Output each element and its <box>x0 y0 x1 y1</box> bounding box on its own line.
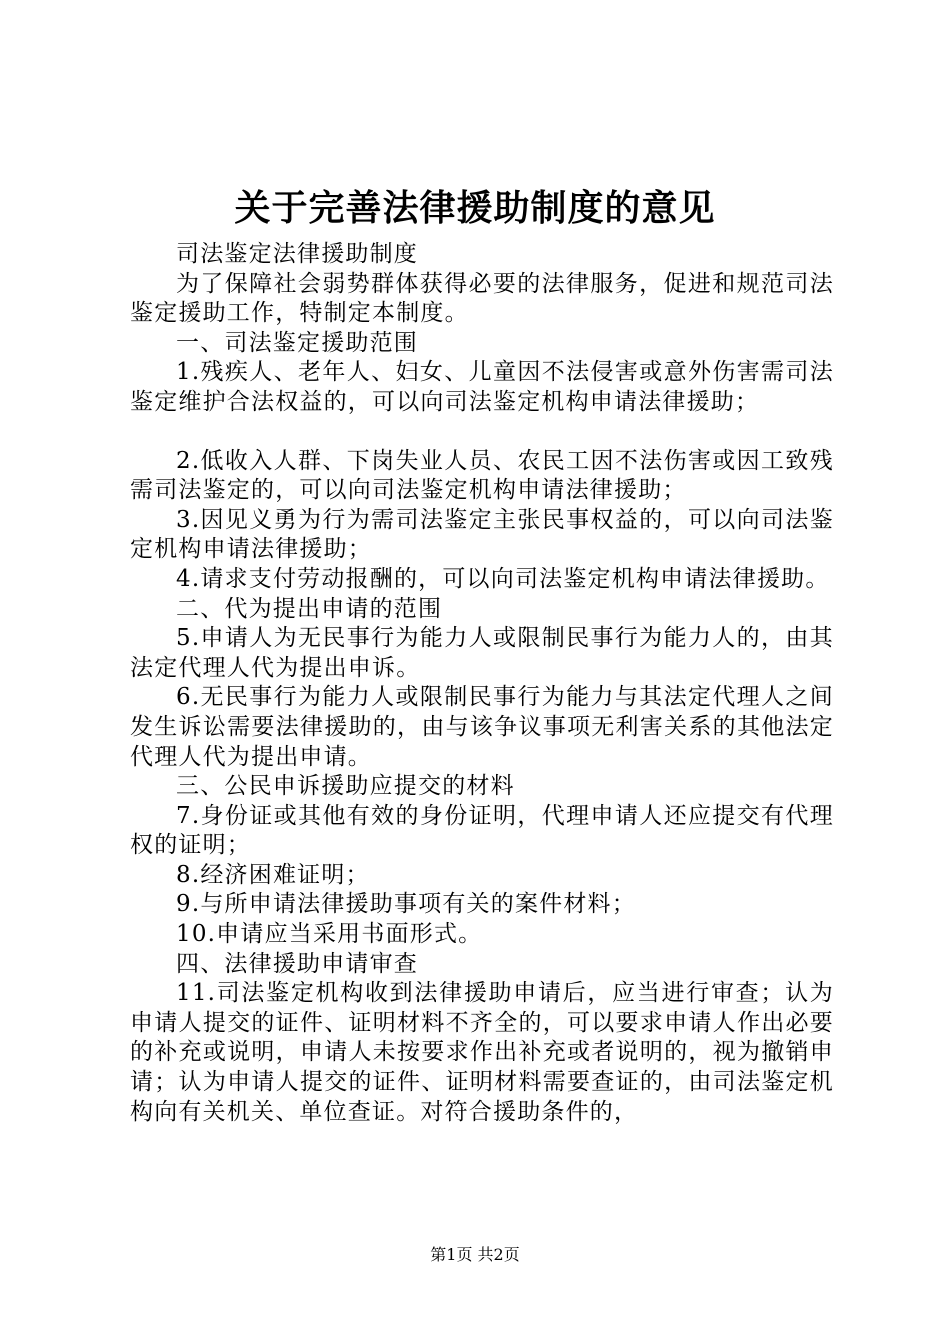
list-item-7: 7.身份证或其他有效的身份证明，代理申请人还应提交有代理权的证明； <box>130 802 834 859</box>
list-item-11: 11.司法鉴定机构收到法律援助申请后，应当进行审查；认为申请人提交的证件、证明材料不齐全的，可以要求申请人作出必要的补充或说明，申请人未按要求作出补充或者说明的，视为撤销申请；认为申请人提交的证件、证明材料需要查证的，由司法鉴定机构向有关机关、单位查证。对符合援助条件的， <box>130 980 834 1125</box>
list-item-4: 4.请求支付劳动报酬的，可以向司法鉴定机构申请法律援助。 <box>176 565 830 592</box>
section-heading-3: 三、公民申诉援助应提交的材料 <box>176 773 515 800</box>
list-item-10: 10.申请应当采用书面形式。 <box>176 921 483 948</box>
paragraph-intro: 为了保障社会弱势群体获得必要的法律服务，促进和规范司法鉴定援助工作，特制定本制度。 <box>130 270 834 327</box>
list-item-3: 3.因见义勇为行为需司法鉴定主张民事权益的，可以向司法鉴定机构申请法律援助； <box>130 506 834 563</box>
paragraph-heading: 司法鉴定法律援助制度 <box>176 241 418 267</box>
document-body <box>130 240 834 1127</box>
section-heading-4: 四、法律援助申请审查 <box>176 950 418 977</box>
list-item-6: 6.无民事行为能力人或限制民事行为能力与其法定代理人之间发生诉讼需要法律援助的，由与该争议事项无利害关系的其他法定代理人代为提出申请。 <box>130 684 834 770</box>
list-item-9: 9.与所申请法律援助事项有关的案件材料； <box>176 891 636 918</box>
list-item-1: 1.残疾人、老年人、妇女、儿童因不法侵害或意外伤害需司法鉴定维护合法权益的，可以向司法鉴定机构申请法律援助； <box>130 359 834 415</box>
list-item-5: 5.申请人为无民事行为能力人或限制民事行为能力人的，由其法定代理人代为提出申诉。 <box>130 625 834 681</box>
list-item-2: 2.低收入人群、下岗失业人员、农民工因不法伤害或因工致残需司法鉴定的，可以向司法鉴定机构申请法律援助； <box>130 447 834 504</box>
list-item-8: 8.经济困难证明； <box>176 861 370 888</box>
section-heading-1: 一、司法鉴定援助范围 <box>176 329 418 356</box>
page-footer: 第1页 共2页 <box>430 1245 520 1264</box>
document-title: 关于完善法律援助制度的意见 <box>234 187 716 229</box>
section-heading-2: 二、代为提出申请的范围 <box>176 595 443 622</box>
